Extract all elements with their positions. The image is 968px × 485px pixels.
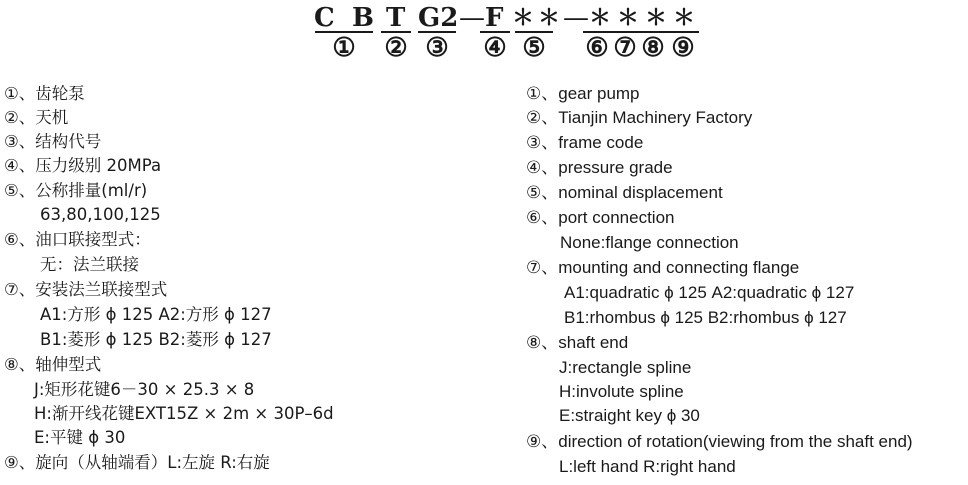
en-item-8: ⑧、shaft end xyxy=(526,333,629,352)
en-item-1: ①、gear pump xyxy=(526,84,640,103)
code-letter-g2: G2 xyxy=(418,3,459,33)
en-item-7-b: B1:rhombus ϕ 125 B2:rhombus ϕ 127 xyxy=(564,308,847,327)
code-position-9: ⑨ xyxy=(667,31,699,63)
zh-item-7: ⑦、安装法兰联接型式 xyxy=(4,280,168,299)
en-item-4: ④、pressure grade xyxy=(526,158,673,177)
code-star-4: ＊ xyxy=(617,5,640,31)
zh-item-8: ⑧、轴伸型式 xyxy=(4,355,102,374)
code-dash-2: — xyxy=(563,3,589,33)
code-star-2: ＊ xyxy=(538,5,561,31)
en-item-5: ⑤、nominal displacement xyxy=(526,183,723,202)
code-dash-1: — xyxy=(459,3,485,33)
zh-item-6: ⑥、油口联接型式： xyxy=(4,230,151,249)
code-star-6: ＊ xyxy=(673,5,696,31)
zh-item-5: ⑤、公称排量(ml/r) xyxy=(4,181,148,200)
zh-item-4: ④、压力级别 20MPa xyxy=(4,156,162,175)
code-position-4: ④ xyxy=(480,31,510,63)
en-item-9-value: L:left hand R:right hand xyxy=(559,457,736,476)
zh-item-8-h: H:渐开线花键EXT15Z × 2m × 30P–6d xyxy=(34,404,334,423)
en-item-8-e: E:straight key ϕ 30 xyxy=(559,406,700,425)
en-item-9: ⑨、direction of rotation(viewing from the shaft end) xyxy=(526,432,913,451)
zh-item-8-j: J:矩形花键6－30 × 25.3 × 8 xyxy=(34,380,255,399)
zh-item-8-e: E:平键 ϕ 30 xyxy=(34,428,126,447)
zh-item-2: ②、天机 xyxy=(4,108,69,127)
en-item-7: ⑦、mounting and connecting flange xyxy=(526,258,800,277)
code-position-1: ① xyxy=(315,31,373,63)
en-item-3: ③、frame code xyxy=(526,133,644,152)
en-item-2: ②、Tianjin Machinery Factory xyxy=(526,108,753,127)
en-item-8-j: J:rectangle spline xyxy=(559,358,692,377)
code-star-3: ＊ xyxy=(589,5,612,31)
en-item-8-h: H:involute spline xyxy=(559,382,684,401)
code-letter-t: T xyxy=(386,3,406,33)
code-letter-f: F xyxy=(485,3,504,33)
en-item-6: ⑥、port connection xyxy=(526,208,675,227)
zh-item-6-value: 无：法兰联接 xyxy=(40,255,139,274)
code-position-2: ② xyxy=(381,31,411,63)
zh-item-7-a: A1:方形 ϕ 125 A2:方形 ϕ 127 xyxy=(40,305,272,324)
code-star-5: ＊ xyxy=(645,5,668,31)
zh-item-3: ③、结构代号 xyxy=(4,132,102,151)
code-letter-c: C xyxy=(314,3,335,33)
en-item-7-a: A1:quadratic ϕ 125 A2:quadratic ϕ 127 xyxy=(564,283,855,302)
en-item-6-value: None:flange connection xyxy=(560,233,739,252)
code-star-1: ＊ xyxy=(512,5,535,31)
code-position-5: ⑤ xyxy=(515,31,553,63)
code-position-7: ⑦ xyxy=(611,31,639,63)
code-position-6: ⑥ xyxy=(583,31,611,63)
zh-item-5-values: 63,80,100,125 xyxy=(40,205,161,224)
code-position-8: ⑧ xyxy=(639,31,667,63)
zh-item-1: ①、齿轮泵 xyxy=(4,84,85,103)
model-code-header xyxy=(0,0,968,72)
zh-item-7-b: B1:菱形 ϕ 125 B2:菱形 ϕ 127 xyxy=(40,330,272,349)
code-letter-b: B xyxy=(352,3,374,33)
code-position-3: ③ xyxy=(418,31,456,63)
zh-item-9: ⑨、旋向（从轴端看）L:左旋 R:右旋 xyxy=(4,453,270,472)
